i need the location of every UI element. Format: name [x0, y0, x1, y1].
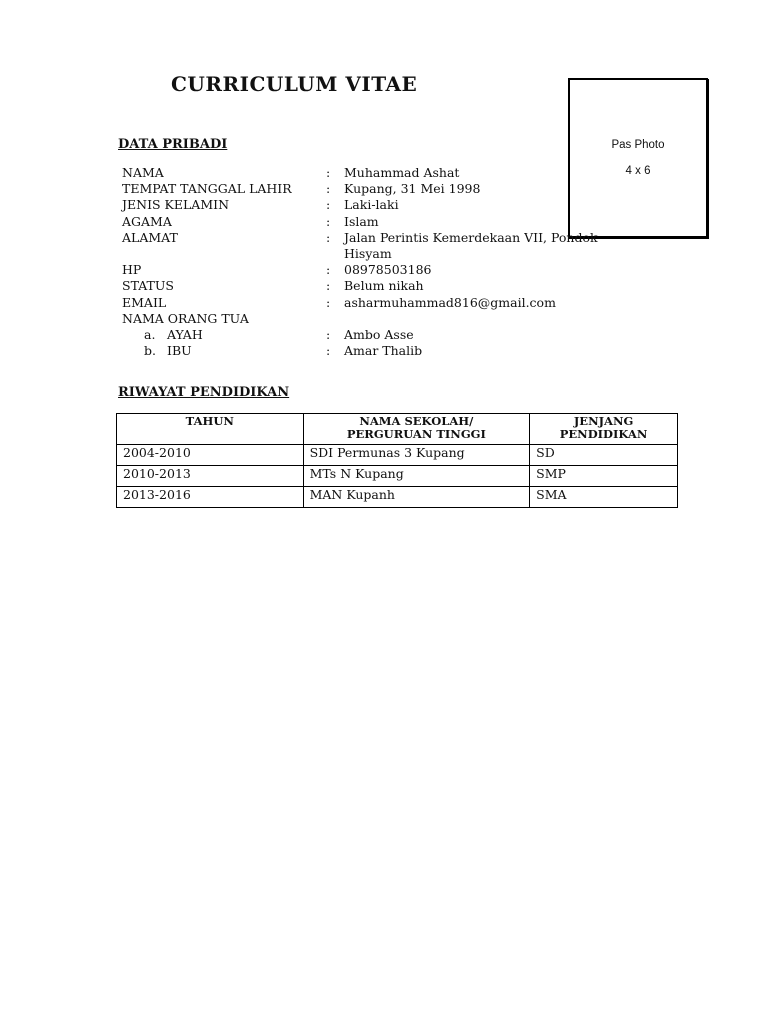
- document-title: CURRICULUM VITAE: [171, 72, 418, 96]
- field-separator: :: [326, 343, 331, 359]
- list-marker: b.: [144, 343, 156, 359]
- field-separator: :: [326, 213, 331, 229]
- cell-level: SD: [530, 445, 678, 466]
- field-ttl: [122, 181, 622, 197]
- cell-school: MAN Kupanh: [303, 487, 530, 508]
- field-value: Ambo Asse: [344, 327, 414, 343]
- table-row: [117, 445, 678, 466]
- field-value: 08978503186: [344, 262, 432, 278]
- field-separator: :: [326, 294, 331, 310]
- cell-school: SDI Permunas 3 Kupang: [303, 445, 530, 466]
- field-label: NAMA ORANG TUA: [122, 310, 249, 326]
- table-row: [117, 466, 678, 487]
- field-label: NAMA: [122, 165, 164, 180]
- header-year: TAHUN: [117, 414, 304, 445]
- field-separator: :: [326, 197, 331, 213]
- photo-label: Pas Photo: [611, 139, 665, 151]
- list-marker: a.: [144, 327, 156, 343]
- cell-year: 2004-2010: [117, 445, 304, 466]
- cell-level: SMP: [530, 466, 678, 487]
- header-level-line1: JENJANG: [573, 414, 634, 428]
- field-value: Kupang, 31 Mei 1998: [344, 181, 481, 197]
- field-label: TEMPAT TANGGAL LAHIR: [122, 181, 292, 197]
- field-value: Laki-laki: [344, 197, 399, 213]
- field-hp: [122, 262, 622, 278]
- field-separator: :: [326, 278, 331, 294]
- table-row: [117, 487, 678, 508]
- field-label: HP: [122, 262, 142, 278]
- cell-school: MTs N Kupang: [303, 466, 530, 487]
- field-value: asharmuhammad816@gmail.com: [344, 294, 556, 310]
- field-nama: [122, 165, 622, 181]
- field-orang-tua: [122, 311, 622, 327]
- field-label: EMAIL: [122, 294, 167, 310]
- field-agama: [122, 214, 622, 230]
- field-status: [122, 278, 622, 294]
- education-table: [116, 413, 678, 508]
- field-separator: :: [326, 327, 331, 343]
- field-separator: :: [326, 229, 331, 245]
- parent-label: IBU: [167, 343, 192, 359]
- field-value: Islam: [344, 213, 379, 229]
- field-jenis-kelamin: [122, 197, 622, 213]
- field-value: Amar Thalib: [344, 343, 423, 359]
- field-ayah: [122, 327, 622, 343]
- personal-data-heading: DATA PRIBADI: [118, 137, 228, 152]
- field-email: [122, 295, 622, 311]
- header-school-line1: NAMA SEKOLAH/: [359, 414, 474, 428]
- header-school: [303, 414, 530, 445]
- education-heading: RIWAYAT PENDIDIKAN: [118, 385, 290, 400]
- field-alamat: [122, 230, 622, 262]
- field-separator: :: [326, 165, 331, 180]
- field-value: Muhammad Ashat: [344, 165, 460, 180]
- cell-year: 2010-2013: [117, 466, 304, 487]
- cell-level: SMA: [530, 487, 678, 508]
- header-level: [530, 414, 678, 445]
- field-label: [122, 343, 326, 359]
- parent-label: AYAH: [167, 327, 203, 343]
- photo-size: 4 x 6: [625, 165, 651, 177]
- field-label: STATUS: [122, 278, 174, 294]
- field-label: JENIS KELAMIN: [122, 197, 230, 213]
- personal-data-list: [122, 165, 622, 359]
- field-label: AGAMA: [122, 213, 172, 229]
- field-ibu: [122, 343, 622, 359]
- header-level-line2: PENDIDIKAN: [559, 427, 648, 441]
- field-label: ALAMAT: [122, 229, 178, 245]
- field-label: [122, 327, 326, 343]
- field-value: Belum nikah: [344, 278, 424, 294]
- field-value: Jalan Perintis Kemerdekaan VII, Pondok Hisyam: [344, 229, 598, 262]
- cell-year: 2013-2016: [117, 487, 304, 508]
- header-school-line2: PERGURUAN TINGGI: [346, 427, 486, 441]
- table-header-row: [117, 414, 678, 445]
- field-separator: :: [326, 181, 331, 197]
- field-separator: :: [326, 262, 331, 278]
